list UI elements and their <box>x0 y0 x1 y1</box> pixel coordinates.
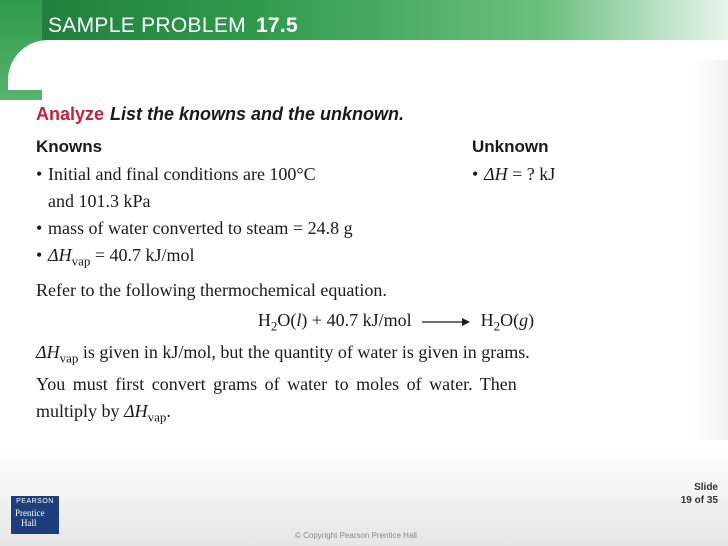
slide-label: Slide <box>694 482 718 493</box>
analyze-heading <box>36 104 696 125</box>
period: . <box>166 401 171 422</box>
reaction-arrow-icon <box>422 311 470 332</box>
eq-h-product: H <box>480 310 494 330</box>
known-item-mass-text: mass of water converted to steam = 24.8 g <box>48 218 353 238</box>
thermochemical-equation <box>96 310 696 335</box>
right-edge-fade <box>692 60 728 440</box>
bullet-icon: • <box>36 245 43 265</box>
unknown-heading: Unknown <box>472 137 549 156</box>
logo-hall: Hall <box>21 518 37 528</box>
explanation-paragraph <box>36 339 696 431</box>
bullet-icon: • <box>36 164 43 184</box>
explanation-line1 <box>36 339 696 372</box>
eq-liquid: l <box>296 310 302 330</box>
unknown-column <box>472 137 692 188</box>
slide-title-text: SAMPLE PROBLEM <box>48 14 246 37</box>
hvap-value: = 40.7 kJ/mol <box>90 245 195 265</box>
logo-prentice: Prentice <box>15 508 45 518</box>
eq-sub-2-product: 2 <box>493 318 501 334</box>
bullet-icon: • <box>472 164 479 184</box>
delta-h-symbol: ΔH <box>484 164 508 184</box>
vap-subscript: vap <box>59 350 79 366</box>
eq-plus-energy: ) + 40.7 kJ/mol <box>301 310 412 330</box>
bullet-icon: • <box>36 218 43 238</box>
delta-h-symbol: ΔH <box>124 401 148 422</box>
known-item-mass <box>36 215 466 242</box>
vap-subscript: vap <box>147 409 167 425</box>
known-item-conditions <box>36 161 466 188</box>
delta-h-symbol: ΔH <box>48 245 72 265</box>
explanation-line3 <box>36 398 696 431</box>
refer-text: Refer to the following thermochemical equation. <box>36 280 387 300</box>
logo-pearson: PEARSON <box>16 498 54 505</box>
eq-o-product: O( <box>500 310 520 330</box>
explanation-line3-text: multiply by <box>36 401 125 422</box>
known-item-conditions-line1: Initial and final conditions are 100°C <box>48 164 316 184</box>
pearson-logo <box>11 496 59 534</box>
unknown-value: = ? kJ <box>507 164 556 184</box>
explanation-line2: You must first convert grams of water to moles of water. Then <box>36 374 517 395</box>
knowns-heading: Knowns <box>36 137 103 156</box>
knowns-column <box>36 137 466 275</box>
unknown-item <box>472 161 692 188</box>
eq-o: O( <box>277 310 297 330</box>
delta-h-symbol: ΔH <box>36 341 60 362</box>
explanation-line1-text: is given in kJ/mol, but the quantity of water is given in grams. <box>78 341 530 362</box>
knowns-unknowns <box>36 137 696 277</box>
known-item-hvap <box>36 242 466 275</box>
eq-sub-2: 2 <box>270 318 278 334</box>
slide-title <box>48 14 298 38</box>
slide-content <box>36 104 696 431</box>
problem-number: 17.5 <box>255 14 299 37</box>
eq-gas: g <box>519 310 529 330</box>
slide-counter <box>681 481 718 507</box>
known-item-conditions-cont: and 101.3 kPa <box>48 191 151 211</box>
eq-h: H <box>257 310 271 330</box>
vap-subscript: vap <box>71 253 91 269</box>
eq-close: ) <box>528 310 535 330</box>
header-curve <box>8 40 728 90</box>
analyze-subtitle: List the knowns and the unknown. <box>110 104 405 124</box>
analyze-label: Analyze <box>36 104 105 124</box>
slide-count: 19 of 35 <box>680 495 718 506</box>
copyright-text: © Copyright Pearson Prentice Hall <box>295 531 417 540</box>
